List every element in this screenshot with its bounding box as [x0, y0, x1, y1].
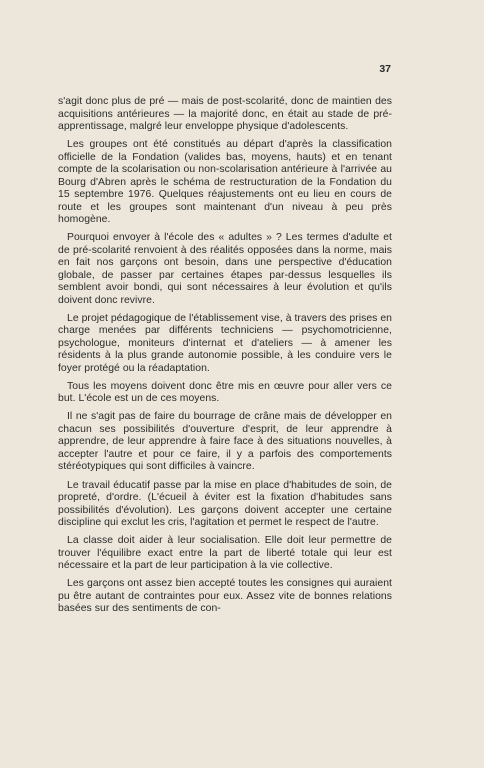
paragraph: Il ne s'agit pas de faire du bourrage de crâne mais de développer en chacun ses possibilités d'ouverture d'esprit, de leur apprendre à apprendre, de leur apprendre à faire face à des situations nouvelles, à accepter l'autre et pour ce faire, il y a parfois des comportements stéréotypiques qui sont difficiles à vaincre.	[58, 411, 392, 473]
paragraph: Les groupes ont été constitués au départ d'après la classification officielle de la Fondation (valides bas, moyens, hauts) et en tenant compte de la scolarisation ou non-scolarisation antérieure à l'arrivée au Bourg d'Abren après le schéma de restructuration de la Fondation du 15 septembre 1976. Quelques réajustements ont eu lieu en cours de route et les groupes sont maintenant d'un niveau à peu près homogène.	[58, 139, 392, 226]
paragraph: Pourquoi envoyer à l'école des « adultes » ? Les termes d'adulte et de pré-scolarité renvoient à des réalités opposées dans la norme, mais en fait nos garçons ont besoin, dans une perspective d'éducation globale, de passer par certaines étapes par-dessus lesquelles ils semblent avoir bondi, qui sont nécessaires à leur évolution et qu'ils doivent donc revivre.	[58, 232, 392, 306]
paragraph: Le travail éducatif passe par la mise en place d'habitudes de soin, de propreté, d'ordre. (L'écueil à éviter est la fixation d'habitudes sans possibilités d'évolution). Les garçons doivent accepter une certaine discipline qui exclut les cris, l'agitation et permet le respect de l'autre.	[58, 479, 392, 529]
paragraph: Tous les moyens doivent donc être mis en œuvre pour aller vers ce but. L'école est un de ces moyens.	[58, 380, 392, 405]
paragraph: Le projet pédagogique de l'établissement vise, à travers des prises en charge menées par différents techniciens — psychomotricienne, psychologue, moniteurs d'internat et d'ateliers — à amener les résidents à la plus grande autonomie possible, à les conduire vers le foyer protégé ou la réadaptation.	[58, 312, 392, 374]
paragraph: La classe doit aider à leur socialisation. Elle doit leur permettre de trouver l'équilibre exact entre la part de liberté totale qui leur est nécessaire et la part de leur participation à la vie collective.	[58, 535, 392, 572]
page-number: 37	[379, 63, 391, 75]
body-text	[58, 96, 392, 621]
paragraph: s'agit donc plus de pré — mais de post-scolarité, donc de maintien des acquisitions antérieures — la majorité donc, en était au stade de pré-apprentissage, malgré leur enveloppe physique d'adolescents.	[58, 96, 392, 132]
paragraph: Les garçons ont assez bien accepté toutes les consignes qui auraient pu être autant de contraintes pour eux. Assez vite de bonnes relations basées sur des sentiments de con-	[58, 578, 392, 615]
